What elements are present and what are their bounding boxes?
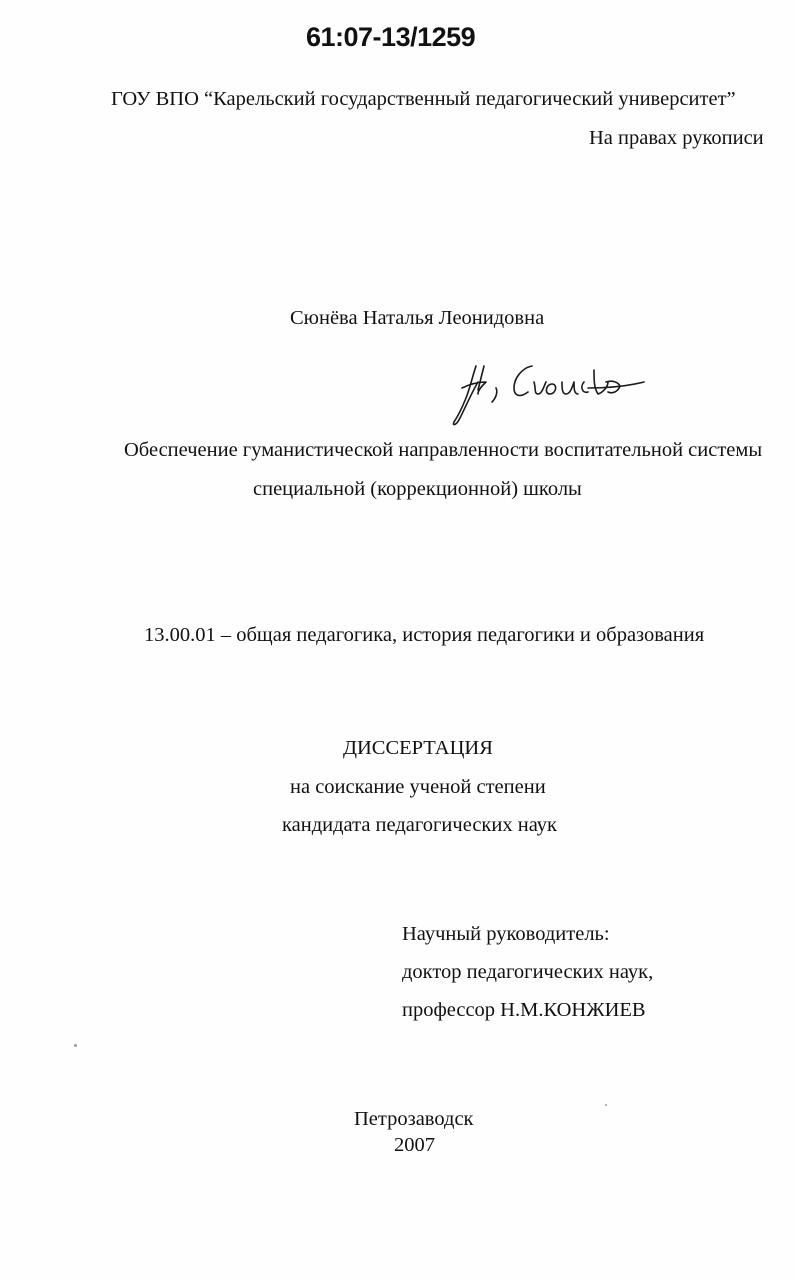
- institution-name: ГОУ ВПО “Карельский государственный педагогический университет”: [111, 88, 736, 110]
- supervisor-name: профессор Н.М.КОНЖИЕВ: [402, 999, 646, 1021]
- specialty-code: 13.00.01 – общая педагогика, история педагогики и образования: [144, 624, 705, 646]
- degree-purpose-line: на соискание ученой степени: [290, 776, 546, 798]
- supervisor-degree: доктор педагогических наук,: [402, 961, 654, 983]
- degree-name-line: кандидата педагогических наук: [282, 814, 557, 836]
- city: Петрозаводск: [354, 1108, 474, 1130]
- thesis-title-line-2: специальной (коррекционной) школы: [253, 478, 582, 500]
- year: 2007: [394, 1134, 435, 1156]
- document-type-heading: ДИССЕРТАЦИЯ: [343, 737, 493, 759]
- author-signature-image: [448, 352, 648, 432]
- scan-speck: [605, 1104, 607, 1106]
- thesis-title-line-1: Обеспечение гуманистической направленности воспитательной системы: [124, 439, 763, 461]
- supervisor-label: Научный руководитель:: [402, 923, 610, 945]
- author-name: Сюнёва Наталья Леонидовна: [290, 307, 545, 329]
- archive-code-stamp: 61:07-13/1259: [306, 22, 476, 52]
- manuscript-rights-note: На правах рукописи: [589, 127, 764, 149]
- scan-speck: [74, 1044, 77, 1047]
